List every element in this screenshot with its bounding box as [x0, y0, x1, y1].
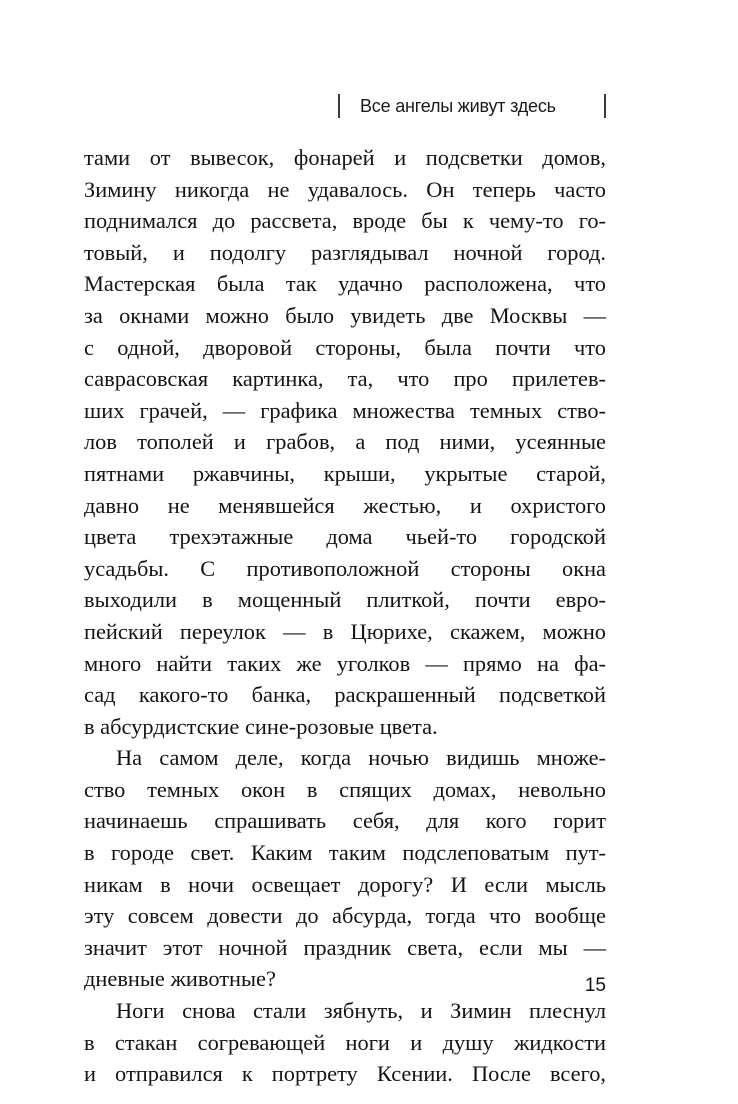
text-line: усадьбы. С противоположной стороны окна: [84, 555, 606, 581]
text-line: выходили в мощенный плиткой, почти евро-: [84, 587, 606, 613]
text-line: много найти таких же уголков — прямо на фа-: [84, 650, 606, 676]
text-line: Зимину никогда не удавалось. Он теперь часто: [84, 176, 606, 202]
text-line: тами от вывесок, фонарей и подсветки домов,: [84, 145, 606, 170]
running-head: [338, 90, 608, 130]
text-line: саврасовская картинка, та, что про прилетев-: [84, 366, 606, 392]
text-line: эту совсем довести до абсурда, тогда что вообще: [84, 903, 606, 929]
text-line: давно не менявшейся жестью, и охристого: [84, 492, 606, 518]
paragraph-end-line: в абсурдистские сине-розовые цвета.: [84, 713, 438, 739]
paragraph-first-line: Ноги снова стали зябнуть, и Зимин плеснул: [116, 998, 606, 1024]
text-line: сад какого-то банка, раскрашенный подсветкой: [84, 682, 606, 708]
text-line: товый, и подолгу разглядывал ночной город.: [84, 239, 606, 265]
text-line: в городе свет. Каким таким подслеповатым пут-: [84, 840, 606, 866]
text-line: за окнами можно было увидеть две Москвы —: [84, 302, 606, 328]
page-number: 15: [584, 975, 606, 996]
text-line: начинаешь спрашивать себя, для кого горит: [84, 808, 606, 834]
text-line: в стакан согревающей ноги и душу жидкости: [84, 1029, 606, 1055]
paragraph-first-line: На самом деле, когда ночью видишь множе-: [116, 745, 606, 771]
text-line: никам в ночи освещает дорогу? И если мысль: [84, 871, 606, 897]
running-head-right-rule: [604, 94, 606, 118]
text-line: с одной, дворовой стороны, была почти что: [84, 334, 606, 360]
text-line: и отправился к портрету Ксении. После всего,: [84, 1061, 606, 1087]
body-text: [84, 142, 606, 1090]
paragraph-end-line: дневные животные?: [84, 966, 276, 992]
text-line: пятнами ржавчины, крыши, укрытые старой,: [84, 460, 606, 486]
text-line: цвета трехэтажные дома чьей-то городской: [84, 524, 606, 550]
text-line: ство темных окон в спящих домах, невольно: [84, 776, 606, 802]
text-line: лов тополей и грабов, а под ними, усеянные: [84, 429, 606, 455]
text-line: ших грачей, — графика множества темных ство-: [84, 397, 606, 423]
text-line: Мастерская была так удачно расположена, что: [84, 271, 606, 297]
text-line: значит этот ночной праздник света, если мы —: [84, 934, 606, 960]
running-head-title: Все ангелы живут здесь: [360, 96, 556, 116]
running-head-left-rule: [338, 94, 340, 118]
text-line: поднимался до рассвета, вроде бы к чему-то го-: [84, 208, 606, 234]
text-line: пейский переулок — в Цюрихе, скажем, можно: [84, 618, 606, 644]
